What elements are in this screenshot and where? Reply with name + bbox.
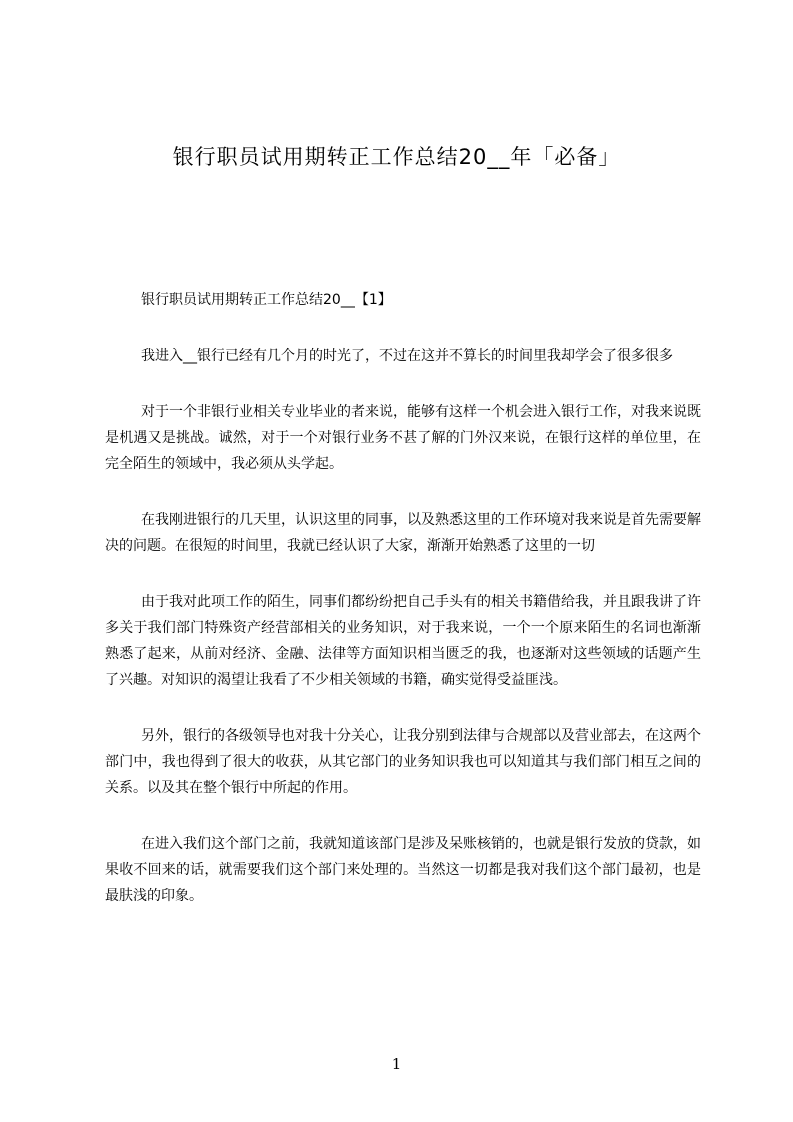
paragraph-6: 在进入我们这个部门之前，我就知道该部门是涉及呆账核销的，也就是银行发放的贷款，如果收不回来的话，就需要我们这个部门来处理的。当然这一切都是我对我们这个部门最初，也是最肤浅的印象。 [105, 836, 701, 904]
section-heading: 银行职员试用期转正工作总结20__【1】 [141, 292, 392, 308]
document-body [105, 287, 701, 939]
paragraph-4: 由于我对此项工作的陌生，同事们都纷纷把自己手头有的相关书籍借给我，并且跟我讲了许多关于我们部门特殊资产经营部相关的业务知识，对于我来说，一个一个原来陌生的名词也渐渐熟悉了起来，从前对经济、金融、法律等方面知识相当匮乏的我，也逐渐对这些领域的话题产生了兴趣。对知识的渴望让我看了不少相关领域的书籍，确实觉得受益匪浅。 [105, 594, 701, 688]
paragraph-1: 我进入__银行已经有几个月的时光了，不过在这并不算长的时间里我却学会了很多很多 [141, 348, 673, 364]
paragraph-5: 另外，银行的各级领导也对我十分关心，让我分别到法律与合规部以及营业部去，在这两个部门中，我也得到了很大的收获，从其它部门的业务知识我也可以知道其与我们部门相互之间的关系。以及其在整个银行中所起的作用。 [105, 728, 701, 796]
document-title: 银行职员试用期转正工作总结20__年「必备」 [172, 145, 621, 169]
paragraph-3: 在我刚进银行的几天里，认识这里的同事，以及熟悉这里的工作环境对我来说是首先需要解决的问题。在很短的时间里，我就已经认识了大家，渐渐开始熟悉了这里的一切 [105, 512, 701, 554]
page-number: 1 [391, 1055, 402, 1073]
paragraph-2: 对于一个非银行业相关专业毕业的者来说，能够有这样一个机会进入银行工作，对我来说既是机遇又是挑战。诚然，对于一个对银行业务不甚了解的门外汉来说，在银行这样的单位里，在完全陌生的领域中，我必须从头学起。 [105, 404, 701, 472]
